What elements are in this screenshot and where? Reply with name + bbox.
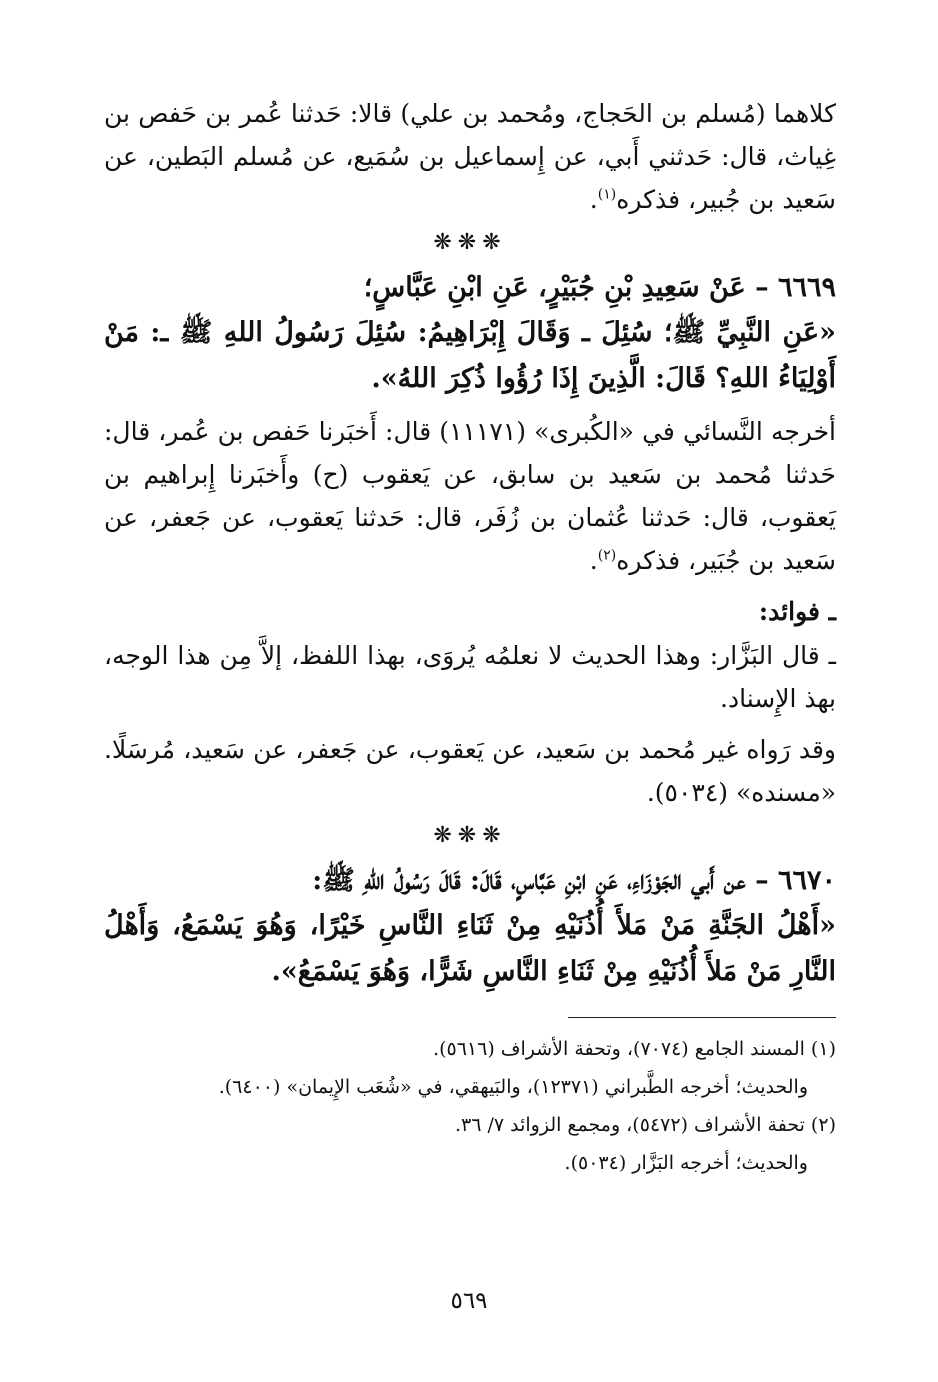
section-separator: ❋❋❋: [433, 823, 507, 848]
section-separator: ❋❋❋: [433, 230, 507, 255]
hadith-chain: – عن أَبي الجَوْزَاءِ، عَنِ ابْنِ عَبَّاسٍ، قَالَ: قَالَ رَسُولُ اللهِ ﷺ:: [312, 865, 769, 896]
hadith-6669-heading: [104, 265, 836, 310]
fawaid-paragraph-1: ـ قال البَزَّار: وهذا الحديث لا نعلمُه يُروَى، بهذا اللفظ، إلاَّ مِن هذا الوجه، بهذ الإِسناد.: [104, 641, 836, 713]
intro-paragraph: كلاهما (مُسلم بن الحَجاج، ومُحمد بن علي) قالا: حَدثنا عُمر بن حَفص بن غِياث، قال: حَدثني أَبي، عن إِسماعيل بن سُمَيع، عن مُسلم البَطين، عن سَعيد بن جُبير، فذكره$^{(١)}$.: [104, 99, 836, 214]
hadith-number: ٦٦٧٠: [777, 865, 836, 896]
fawaid-heading: ـ فوائد:: [758, 597, 836, 626]
hadith-6669-text: «عَنِ النَّبِيِّ ﷺ؛ سُئِلَ ـ وَقَالَ إِبْرَاهِيمُ: سُئِلَ رَسُولُ اللهِ ﷺ ـ: مَنْ أَوْلِيَاءُ اللهِ؟ قَالَ: الَّذِينَ إِذَا رُؤُوا ذُكِرَ اللهُ».: [104, 317, 836, 394]
page-number: ٥٦٩: [450, 1288, 488, 1314]
footnote-divider: [568, 1017, 836, 1018]
footnote-1-continuation: والحديث؛ أخرجه الطَّبراني (١٢٣٧١)، والبَيهقي، في «شُعَب الإِيمان» (٦٤٠٠).: [218, 1076, 808, 1098]
hadith-6670-heading: [104, 858, 836, 903]
intro-text: كلاهما (مُسلم بن الحَجاج، ومُحمد بن علي) قالا: حَدثنا عُمر بن حَفص بن غِياث، قال: حَدثني أَبي، عن إِسماعيل بن سُمَيع، عن مُسلم البَطين، عن سَعيد بن جُبير، فذكره: [104, 99, 836, 214]
fawaid-paragraph-2: وقد رَواه غير مُحمد بن سَعيد، عن يَعقوب، عن جَعفر، عن سَعيد، مُرسَلًا. «مسنده» (٥٠٣٤).: [104, 735, 836, 807]
hadith-number: ٦٦٦٩: [777, 272, 836, 303]
footnote-2: (٢) تحفة الأشراف (٥٤٧٢)، ومجمع الزوائد ٧/ ٣٦.: [454, 1114, 836, 1136]
footnote-1: (١) المسند الجامع (٧٠٧٤)، وتحفة الأشراف (٥٦١٦).: [433, 1038, 836, 1060]
footnotes: [104, 1030, 836, 1182]
takhrij-text: أخرجه النَّسائي في «الكُبرى» (١١١٧١) قال: أَخبَرنا حَفص بن عُمر، قال: حَدثنا مُحمد بن سَعيد بن سابق، عن يَعقوب (ح) وأَخبَرنا إِبراهيم بن يَعقوب، قال: حَدثنا عُثمان بن زُفَر، قال: حَدثنا يَعقوب، عن جَعفر، عن سَعيد بن جُبَير، فذكره: [104, 417, 836, 575]
takhrij-paragraph: أخرجه النَّسائي في «الكُبرى» (١١١٧١) قال: أَخبَرنا حَفص بن عُمر، قال: حَدثنا مُحمد بن سَعيد بن سابق، عن يَعقوب (ح) وأَخبَرنا إِبراهيم بن يَعقوب، قال: حَدثنا عُثمان بن زُفَر، قال: حَدثنا يَعقوب، عن جَعفر، عن سَعيد بن جُبَير، فذكره$^{(٢)}$.: [104, 417, 836, 575]
hadith-6670-text: «أَهْلُ الجَنَّةِ مَنْ مَلأَ أُذُنَيْهِ مِنْ ثَنَاءِ النَّاسِ خَيْرًا، وَهُوَ يَسْمَعُ، وَأَهْلُ النَّارِ مَنْ مَلأَ أُذُنَيْهِ مِنْ ثَنَاءِ النَّاسِ شَرًّا، وَهُوَ يَسْمَعُ».: [104, 910, 836, 987]
hadith-chain: – عَنْ سَعِيدِ بْنِ جُبَيْرٍ، عَنِ ابْنِ عَبَّاسٍ؛: [363, 272, 769, 303]
footnote-ref-1[interactable]: (١): [597, 186, 617, 203]
footnote-ref-2[interactable]: (٢): [597, 547, 617, 564]
footnote-2-continuation: والحديث؛ أخرجه البَزَّار (٥٠٣٤).: [564, 1152, 808, 1174]
